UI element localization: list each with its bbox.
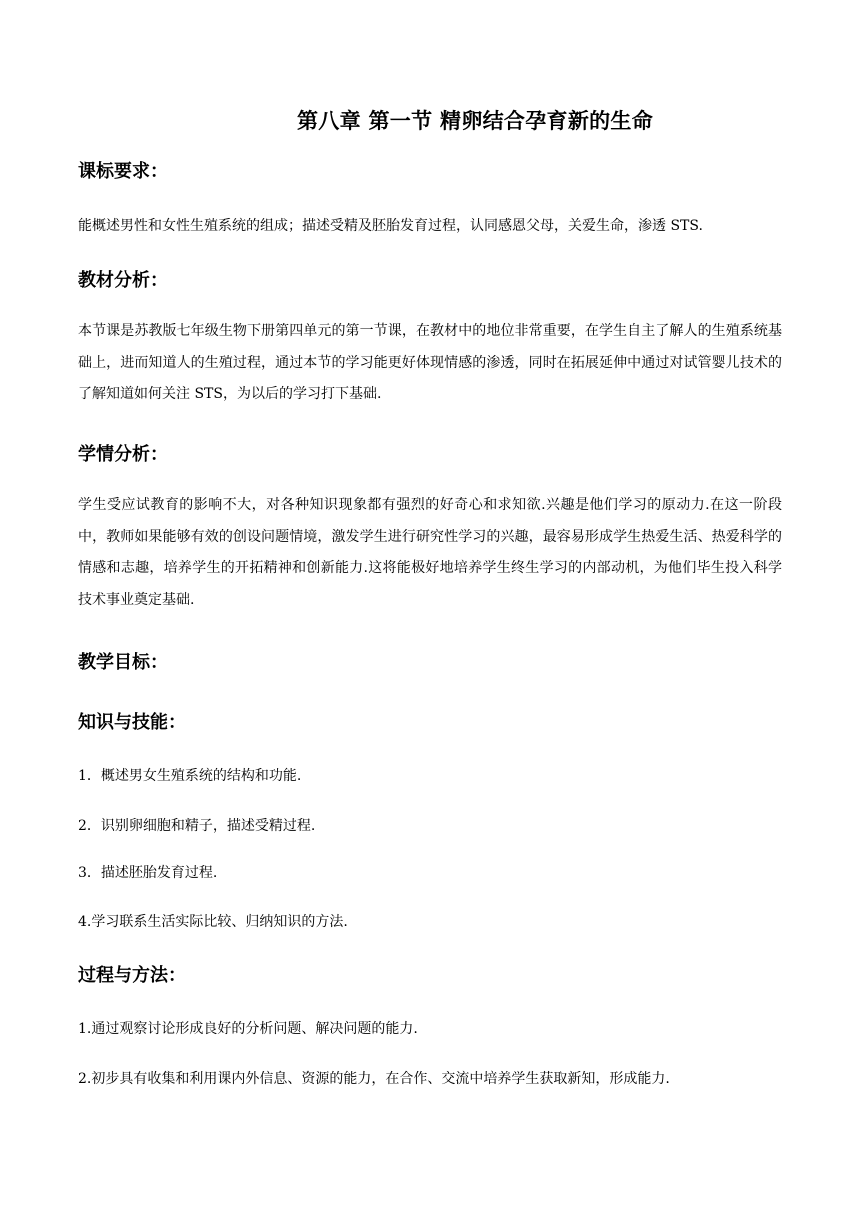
- curriculum-standard-text: 能概述男性和女性生殖系统的组成；描述受精及胚胎发育过程，认同感恩父母，关爱生命，渗透 STS.: [78, 218, 703, 234]
- heading-student-analysis: 学情分析：: [78, 444, 168, 465]
- process-method-item-1: 1.通过观察讨论形成良好的分析问题、解决问题的能力.: [78, 1021, 418, 1037]
- heading-knowledge-skills: 知识与技能：: [78, 712, 186, 733]
- knowledge-skill-item-2: 2．识别卵细胞和精子，描述受精过程.: [78, 818, 316, 834]
- knowledge-skill-item-1: 1．概述男女生殖系统的结构和功能.: [78, 768, 302, 784]
- knowledge-skill-item-3: 3．描述胚胎发育过程.: [78, 865, 218, 881]
- textbook-analysis-text: 本节课是苏教版七年级生物下册第四单元的第一节课，在教材中的地位非常重要，在学生自主了解人的生殖系统基础上，进而知道人的生殖过程，通过本节的学习能更好体现情感的渗透，同时在拓展延伸中通过对试管婴儿技术的了解知道如何关注 STS，为以后的学习打下基础.: [78, 323, 782, 402]
- heading-process-methods: 过程与方法：: [78, 965, 186, 986]
- heading-textbook-analysis: 教材分析：: [78, 270, 168, 291]
- heading-curriculum-standard: 课标要求：: [78, 161, 168, 182]
- document-title: 第八章 第一节 精卵结合孕育新的生命: [297, 109, 654, 133]
- student-analysis-text: 学生受应试教育的影响不大，对各种知识现象都有强烈的好奇心和求知欲.兴趣是他们学习的原动力.在这一阶段中，教师如果能够有效的创设问题情境，激发学生进行研究性学习的兴趣，最容易形成学生热爱生活、热爱科学的情感和志趣，培养学生的开拓精神和创新能力.这将能极好地培养学生终生学习的内部动机，为他们毕生投入科学技术事业奠定基础.: [78, 497, 782, 608]
- heading-teaching-goals: 教学目标：: [78, 652, 168, 673]
- process-method-item-2: 2.初步具有收集和利用课内外信息、资源的能力，在合作、交流中培养学生获取新知，形成能力.: [78, 1071, 670, 1087]
- knowledge-skill-item-4: 4.学习联系生活实际比较、归纳知识的方法.: [78, 914, 348, 930]
